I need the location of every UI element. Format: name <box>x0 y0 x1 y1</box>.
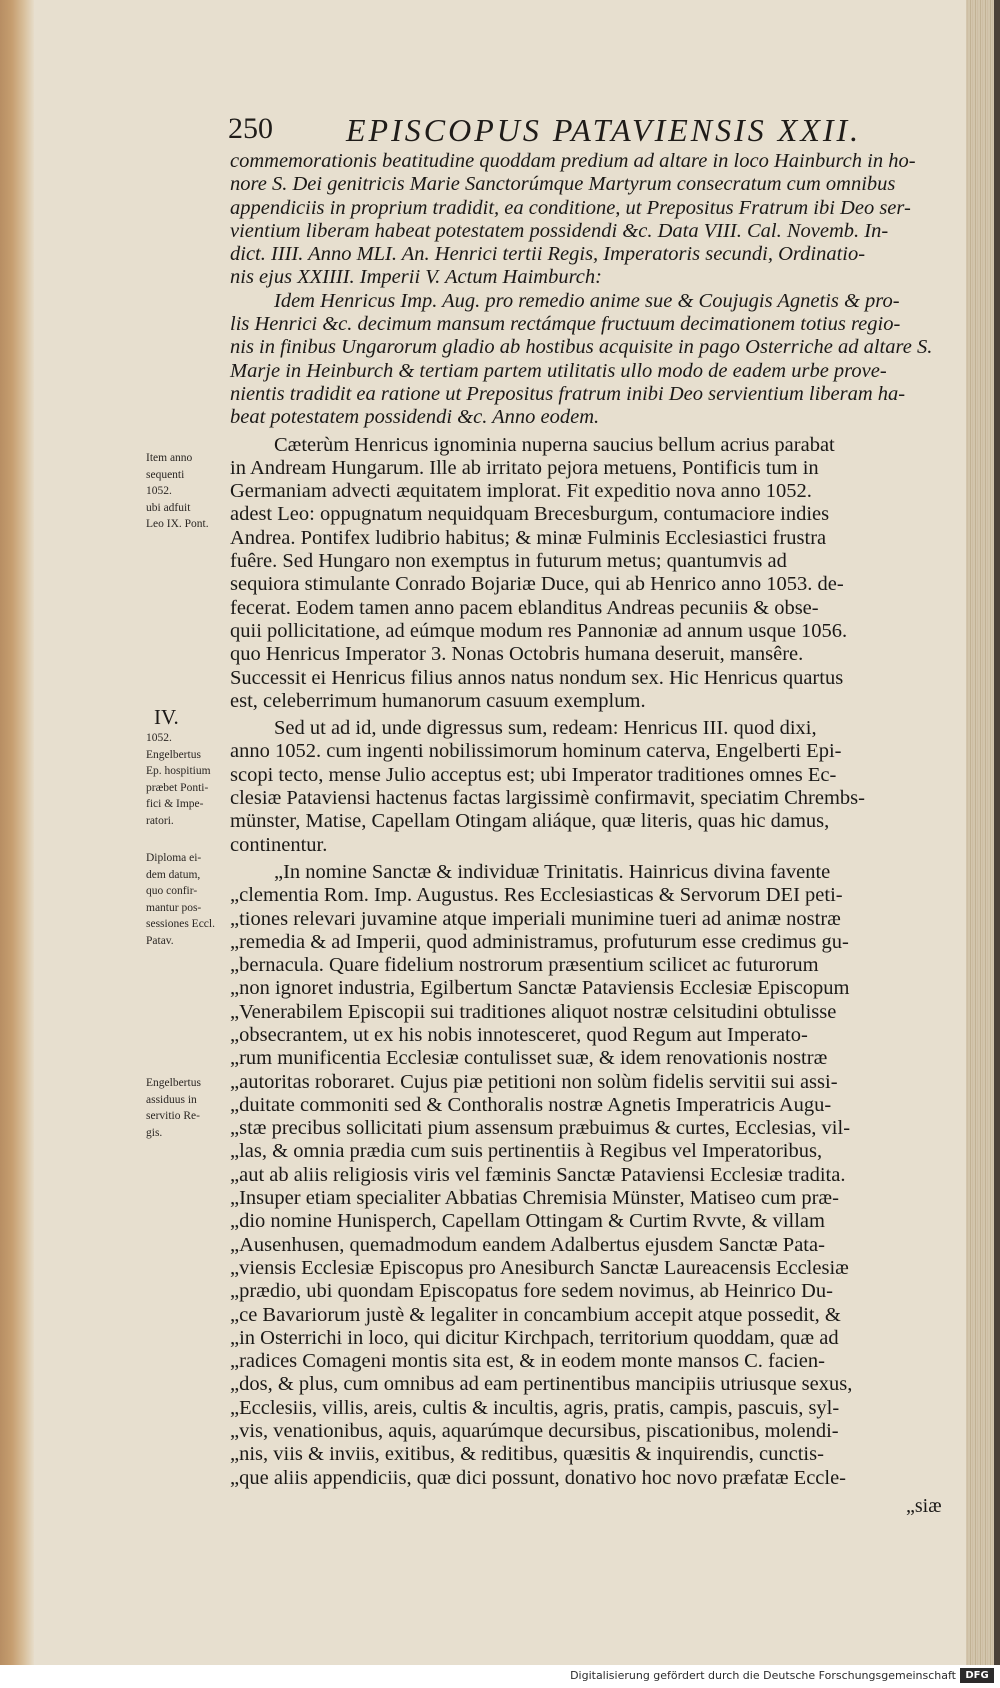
text-line: clesiæ Pataviensi hactenus factas largissimè confirmavit, speciatim Chrembs- <box>230 787 865 810</box>
text-line: „Ausenhusen, quemadmodum eandem Adalbertus ejusdem Sanctæ Pata- <box>230 1233 825 1256</box>
text-line: „vis, venationibus, aquis, aquarúmque decursibus, piscationibus, molendi- <box>230 1420 839 1443</box>
text-line: quii pollicitatione, ad eúmque modum res Pannoniæ ad annum usque 1056. <box>230 619 848 642</box>
margin-note-line: ratori. <box>146 814 174 827</box>
margin-note-line: Engelbertus <box>146 748 201 761</box>
text-line: Idem Henricus Imp. Aug. pro remedio anime sue & Coujugis Agnetis & pro- <box>274 289 900 312</box>
margin-note-line: mantur pos- <box>146 901 202 914</box>
text-line: „in Osterrichi in loco, qui dicitur Kirchpach, territorium quoddam, quæ ad <box>230 1326 839 1349</box>
text-line: „obsecrantem, ut ex his nobis innotesceret, quod Regum aut Imperato- <box>230 1023 808 1046</box>
margin-note-line: Patav. <box>146 934 174 947</box>
text-line: fecerat. Eodem tamen anno pacem eblanditus Andreas pecuniis & obse- <box>230 596 819 619</box>
text-line: „prædio, ubi quondam Episcopatus fore sedem novimus, ab Heinrico Du- <box>230 1280 833 1303</box>
margin-note-line: Item anno <box>146 452 193 464</box>
text-line: Successit ei Henricus filius annos natus nondum sex. Hic Henricus quartus <box>230 666 844 689</box>
text-line: münster, Matise, Capellam Otingam aliáque, quæ literis, quas hic damus, <box>230 810 830 833</box>
margin-note-2 <box>146 730 236 829</box>
text-line: Marje in Heinburch & tertiam partem utilitatis ullo modo de eadem urbe prove- <box>230 359 887 382</box>
margin-note-line: dem datum, <box>146 868 201 881</box>
text-line: „Ecclesiis, villis, areis, cultis & incultis, agris, pratis, campis, pascuis, syl- <box>230 1396 840 1419</box>
text-line: „bernacula. Quare fidelium nostrorum præsentium scilicet ac futurorum <box>230 954 819 977</box>
text-line: appendiciis in proprium tradidit, ea conditione, ut Prepositus Fratrum ibi Deo ser- <box>230 196 911 219</box>
margin-note-line: sessiones Eccl. <box>146 918 215 930</box>
margin-note-line: sequenti <box>146 468 185 481</box>
text-line: est, celeberrimum humanorum casuum exemplum. <box>230 689 646 712</box>
text-line: „las, & omnia prædia cum suis pertinentiis à Regibus vel Imperatoribus, <box>230 1140 823 1163</box>
text-line: anno 1052. cum ingenti nobilissimorum hominum caterva, Engelberti Epi- <box>230 740 842 763</box>
text-line: „non ignoret industria, Egilbertum Sanctæ Pataviensis Ecclesiæ Episcopum <box>230 977 850 1000</box>
text-line: beat potestatem possidendi &c. Anno eodem. <box>230 406 600 429</box>
page-number: 250 <box>228 112 273 145</box>
text-line: nientis tradidit ea ratione ut Prepositus fratrum inibi Deo servientium liberam ha- <box>230 382 906 405</box>
text-line: sequiora stimulante Conrado Bojariæ Duce, qui ab Henrico anno 1053. de- <box>230 573 844 596</box>
margin-note-line: assiduus in <box>146 1093 197 1106</box>
text-line: scopi tecto, mense Julio acceptus est; ubi Imperator traditiones omnes Ec- <box>230 763 837 786</box>
margin-note-line: servitio Re- <box>146 1110 200 1122</box>
text-line: „nis, viis & inviis, exitibus, & reditibus, quæsitis & inquirendis, cunctis- <box>230 1443 824 1466</box>
text-line: nis in finibus Ungarorum gladio ab hostibus acquisite in pago Osterriche ad altare S. <box>230 336 933 359</box>
margin-note-line: ubi adfuit <box>146 501 191 514</box>
margin-note-4 <box>146 1075 236 1141</box>
text-line: „aut ab aliis religiosis viris vel fæminis Sanctæ Pataviensi Ecclesiæ tradita. <box>230 1163 846 1186</box>
text-line: in Andream Hungarum. Ille ab irritato pejora metuens, Pontificis tum in <box>230 456 819 479</box>
text-line: commemorationis beatitudine quoddam predium ad altare in loco Hainburch in ho- <box>230 150 916 172</box>
text-line: „dos, & plus, cum omnibus ad eam pertinentibus mancipiis utriusque sexus, <box>230 1373 853 1396</box>
funding-credit: Digitalisierung gefördert durch die Deutsche Forschungsgemeinschaft <box>570 1669 956 1682</box>
text-line: „remedia & ad Imperii, quod administramus, profuturum esse credimus gu- <box>230 930 849 953</box>
text-line: adest Leo: oppugnatum nequidquam Brecesburgum, contumaciore indies <box>230 503 830 526</box>
text-line: „Venerabilem Episcopii sui traditiones aliquot nostræ celsitudini obtulisse <box>230 1000 837 1023</box>
text-line: nis ejus XXIIII. Imperii V. Actum Haimburch: <box>230 266 602 289</box>
section-number: IV. <box>154 705 179 729</box>
text-line: Andrea. Pontifex ludibrio habitus; & minæ Fulminis Ecclesiastici frustra <box>230 526 827 549</box>
text-line: „ce Bavariorum justè & legaliter in concambium accepit atque possedit, & <box>230 1303 841 1326</box>
margin-note-line: Engelbertus <box>146 1077 201 1089</box>
text-line: fuêre. Sed Hungaro non exemptus in futurum metus; quantumvis ad <box>230 550 787 573</box>
text-line: „Insuper etiam specialiter Abbatias Chremisia Münster, Matiseo cum præ- <box>230 1187 839 1210</box>
text-line: „rum munificentia Ecclesiæ contulisset suæ, & idem renovationis nostræ <box>230 1047 828 1070</box>
running-title: EPISCOPUS PATAVIENSIS XXII. <box>346 112 862 148</box>
text-line: nore S. Dei genitricis Marie Sanctorúmque Martyrum consecratum cum omnibus <box>230 173 896 196</box>
text-line: „autoritas roboraret. Cujus piæ petitioni non solùm fidelis servitii sui assi- <box>230 1070 838 1093</box>
text-line: Germaniam advecti æquitatem implorat. Fit expeditio nova anno 1052. <box>230 480 812 503</box>
page-fore-edge <box>966 0 1000 1665</box>
text-line: continentur. <box>230 833 328 856</box>
margin-note-line: 1052. <box>146 732 172 744</box>
text-line: Sed ut ad id, unde digressus sum, redeam: Henricus III. quod dixi, <box>274 717 817 740</box>
margin-note-line: Leo IX. Pont. <box>146 518 209 530</box>
main-text-block <box>230 150 940 1490</box>
text-line: lis Henrici &c. decimum mansum rectámque fructuum decimationem totius regio- <box>230 313 901 336</box>
margin-note-line: gis. <box>146 1126 163 1139</box>
text-line: „In nomine Sanctæ & individuæ Trinitatis. Hainricus divina favente <box>274 860 831 883</box>
text-line: „tiones relevari juvamine atque imperiali munimine tueri ad animæ nostræ <box>230 907 841 930</box>
footer-bar <box>0 1665 1000 1688</box>
text-line: „duitate commoniti sed & Conthoralis nostræ Agnetis Imperatricis Augu- <box>230 1093 832 1116</box>
margin-note-3 <box>146 850 236 949</box>
catchword: „siæ <box>906 1495 942 1517</box>
margin-note-line: fici & Impe- <box>146 798 204 810</box>
text-line: quo Henricus Imperator 3. Nonas Octobris humana deseruit, mansêre. <box>230 643 804 666</box>
text-line: „viensis Ecclesiæ Episcopus pro Anesiburch Sanctæ Laureacensis Ecclesiæ <box>230 1256 849 1279</box>
margin-note-line: 1052. <box>146 485 172 497</box>
margin-note-line: Diploma ei- <box>146 852 202 864</box>
text-line: dict. IIII. Anno MLI. An. Henrici tertii Regis, Imperatoris secundi, Ordinatio- <box>230 243 866 266</box>
text-line: „dio nomine Hunisperch, Capellam Ottingam & Curtim Rvvte, & villam <box>230 1210 825 1233</box>
margin-note-line: præbet Ponti- <box>146 781 209 794</box>
text-line: vientium liberam habeat potestatem possidendi &c. Data VIII. Cal. Novemb. In- <box>230 219 889 242</box>
page-binding-edge <box>0 0 34 1665</box>
margin-note-1 <box>146 450 236 533</box>
page-header <box>228 112 918 152</box>
text-line: „que aliis appendiciis, quæ dici possunt, donativo hoc novo præfatæ Eccle- <box>230 1466 847 1489</box>
text-line: „stæ precibus sollicitati pium assensum præbuimus & curtes, Ecclesias, vil- <box>230 1117 851 1140</box>
margin-note-line: quo confir- <box>146 885 198 897</box>
margin-note-line: Ep. hospitium <box>146 765 211 777</box>
dfg-logo: DFG <box>960 1668 994 1683</box>
text-line: „clementia Rom. Imp. Augustus. Res Ecclesiasticas & Servorum DEI peti- <box>230 884 843 907</box>
text-line: Cæterùm Henricus ignominia nuperna saucius bellum acrius parabat <box>274 433 835 456</box>
text-line: „radices Comageni montis sita est, & in eodem monte mansos C. facien- <box>230 1350 825 1373</box>
